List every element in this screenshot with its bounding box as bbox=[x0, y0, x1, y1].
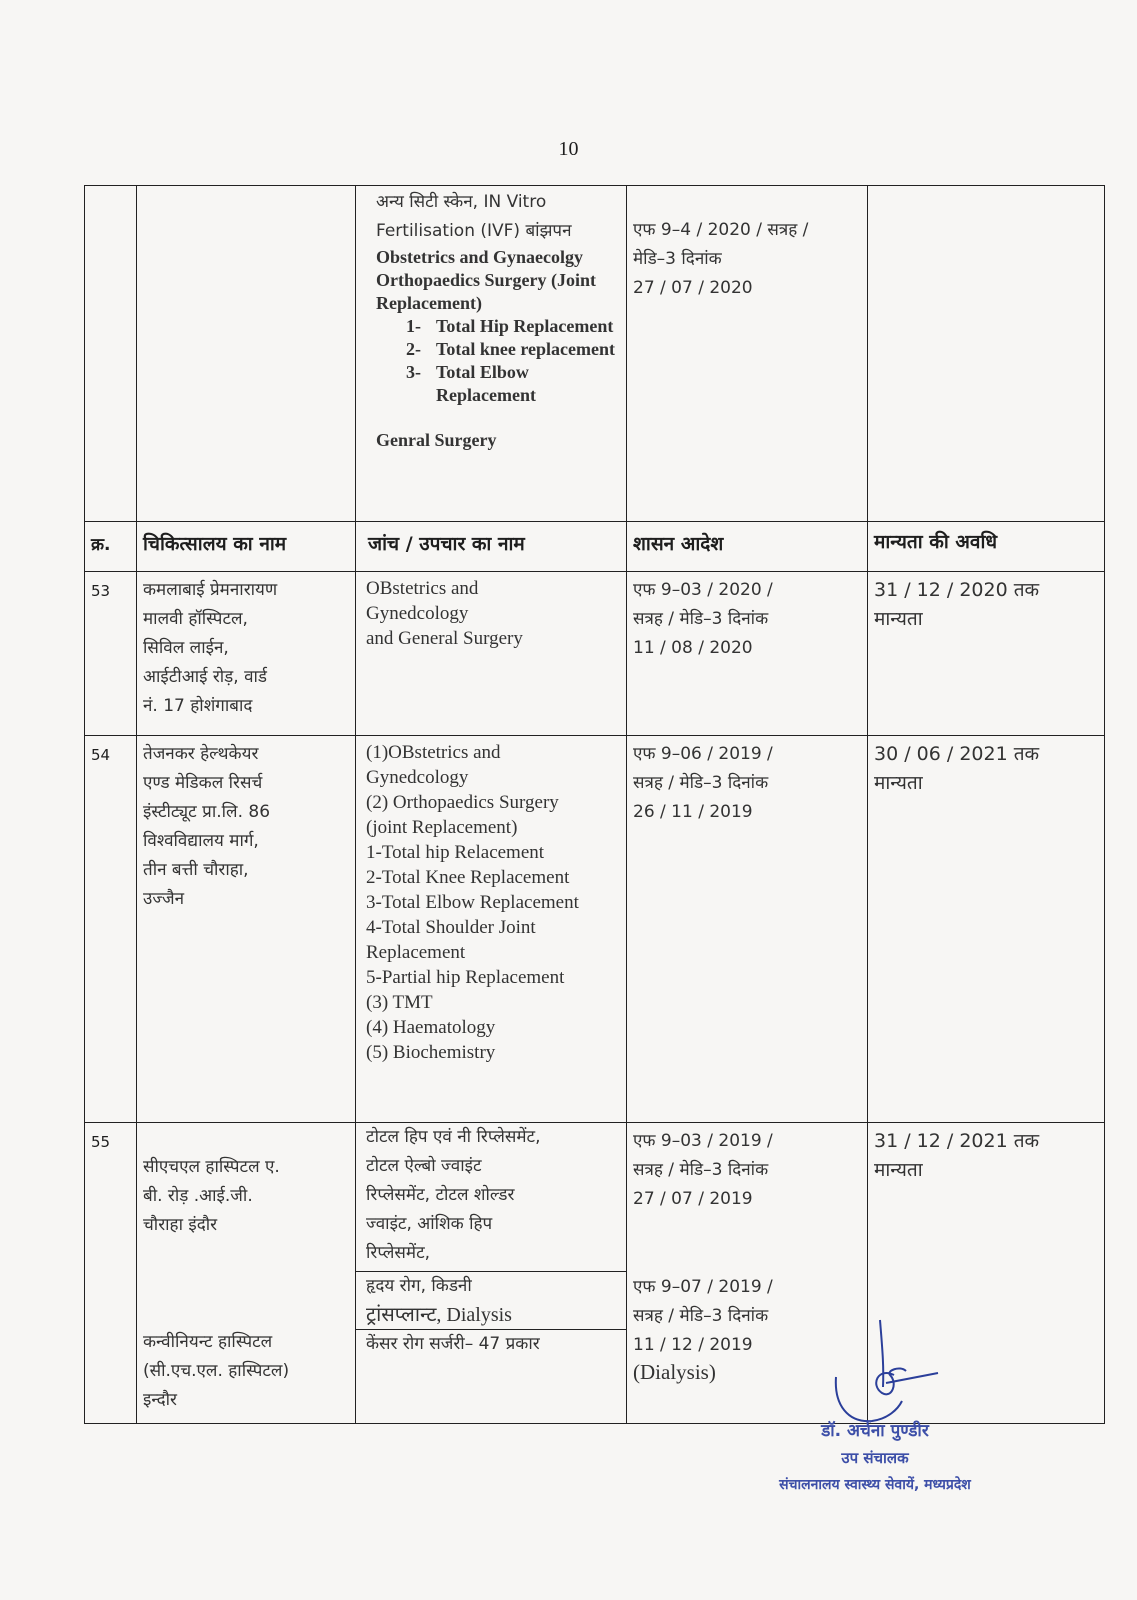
hospital-line: तेजनकर हेल्थकेयर bbox=[143, 744, 259, 764]
list-item: 3- Total Elbow Replacement bbox=[406, 362, 536, 405]
hospital-line: विश्वविद्यालय मार्ग, bbox=[143, 831, 259, 851]
header-validity: मान्यता की अवधि bbox=[867, 521, 1105, 571]
treatment-line: (joint Replacement) bbox=[366, 817, 518, 838]
hospital-line: इन्दौर bbox=[143, 1390, 177, 1410]
hospital-cell bbox=[136, 735, 355, 1122]
treatment-line: 3-Total Elbow Replacement bbox=[366, 892, 579, 913]
page-number: 10 bbox=[558, 138, 579, 160]
validity-cell bbox=[867, 185, 1105, 521]
order-line: सत्रह / मेडि–3 दिनांक bbox=[633, 773, 769, 793]
orthopaedics-label: Orthopaedics Surgery (Joint Replacement) bbox=[376, 270, 596, 313]
hospital-line: कन्वीनियन्ट हास्पिटल bbox=[143, 1332, 273, 1352]
treatment-line: 5-Partial hip Replacement bbox=[366, 967, 565, 988]
hospital-line: नं. 17 होशंगाबाद bbox=[143, 696, 253, 716]
hospital-cell bbox=[136, 1122, 355, 1423]
treatment-line: 4-Total Shoulder Joint bbox=[366, 917, 536, 938]
order-line: 27 / 07 / 2020 bbox=[633, 278, 753, 298]
header-serial: क्र. bbox=[84, 521, 136, 571]
serial-cell: 53 bbox=[84, 571, 136, 735]
hospital-line: तीन बत्ती चौराहा, bbox=[143, 860, 249, 880]
hospital-line: उज्जैन bbox=[143, 889, 185, 909]
order-line: सत्रह / मेडि–3 दिनांक bbox=[633, 1306, 769, 1326]
header-treatment: जांच / उपचार का नाम bbox=[355, 521, 626, 571]
serial-cell: 55 bbox=[84, 1122, 136, 1423]
table-row bbox=[84, 571, 1105, 735]
order-line: एफ 9–06 / 2019 / bbox=[633, 744, 773, 764]
treatment-line: रिप्लेसमेंट, टोटल शोल्डर bbox=[366, 1185, 515, 1205]
treatment-line: Replacement bbox=[366, 942, 466, 963]
treatment-subsection bbox=[356, 1329, 626, 1359]
hospital-line: इंस्टीट्यूट प्रा.लि. 86 bbox=[143, 802, 271, 822]
treatment-line: OBstetrics and bbox=[366, 578, 479, 599]
treatment-line: Gynedcology bbox=[366, 767, 469, 788]
treatment-cell bbox=[355, 571, 626, 735]
order-cell bbox=[626, 185, 867, 521]
treatment-line: 1-Total hip Relacement bbox=[366, 842, 545, 863]
signatory-office: संचालनालय स्वास्थ्य सेवायें, मध्यप्रदेश bbox=[779, 1477, 971, 1493]
treatment-cell bbox=[355, 185, 626, 521]
order-line: 27 / 07 / 2019 bbox=[633, 1189, 753, 1209]
treatment-line: (2) Orthopaedics Surgery bbox=[366, 792, 559, 813]
order-line: सत्रह / मेडि–3 दिनांक bbox=[633, 1160, 769, 1180]
treatment-line: (4) Haematology bbox=[366, 1017, 496, 1038]
continuation-row bbox=[84, 185, 1105, 521]
hospital-line: (सी.एच.एल. हास्पिटल) bbox=[143, 1361, 290, 1381]
hospital-cell bbox=[136, 571, 355, 735]
validity-line: 30 / 06 / 2021 तक bbox=[874, 743, 1040, 765]
order-line: 26 / 11 / 2019 bbox=[633, 802, 753, 822]
hospital-line: बी. रोड़ .आई.जी. bbox=[143, 1186, 253, 1206]
validity-cell bbox=[867, 571, 1105, 735]
treatment-subsection bbox=[356, 1271, 626, 1330]
signature-icon bbox=[828, 1305, 958, 1435]
treatment-line: (1)OBstetrics and bbox=[366, 742, 501, 763]
validity-line: मान्यता bbox=[874, 772, 923, 794]
general-surgery-label: Genral Surgery bbox=[376, 430, 497, 450]
treatment-line: हृदय रोग, किडनी bbox=[366, 1276, 472, 1296]
hospital-line: सिविल लाईन, bbox=[143, 638, 229, 658]
signature-block bbox=[770, 1418, 980, 1499]
signatory-title: उप संचालक bbox=[841, 1449, 909, 1467]
hospital-cell bbox=[136, 185, 355, 521]
validity-line: 31 / 12 / 2021 तक bbox=[874, 1130, 1040, 1152]
order-line: 11 / 12 / 2019 bbox=[633, 1335, 753, 1355]
header-hospital: चिकित्सालय का नाम bbox=[136, 521, 355, 571]
order-line: एफ 9–4 / 2020 / सत्रह / bbox=[633, 220, 809, 240]
treatment-cell bbox=[355, 735, 626, 1122]
treatment-line: केंसर रोग सर्जरी– 47 प्रकार bbox=[366, 1334, 540, 1354]
table-header bbox=[84, 521, 1105, 571]
treatment-line: 2-Total Knee Replacement bbox=[366, 867, 570, 888]
treatment-line: Fertilisation (IVF) बांझपन bbox=[376, 221, 572, 241]
validity-line: मान्यता bbox=[874, 1159, 923, 1181]
validity-line: 31 / 12 / 2020 तक bbox=[874, 579, 1040, 601]
order-cell bbox=[626, 735, 867, 1122]
signatory-name: डॉ. अर्चना पुण्डीर bbox=[821, 1421, 929, 1441]
treatment-line: ट्रांसप्लान्ट, Dialysis bbox=[366, 1304, 512, 1326]
treatment-line: रिप्लेसमेंट, bbox=[366, 1243, 431, 1263]
hospital-line: चौराहा इंदौर bbox=[143, 1215, 218, 1235]
order-line: मेडि–3 दिनांक bbox=[633, 249, 722, 269]
hospital-line: मालवी हॉस्पिटल, bbox=[143, 609, 248, 629]
order-line: एफ 9–07 / 2019 / bbox=[633, 1277, 773, 1297]
order-note: (Dialysis) bbox=[633, 1360, 716, 1384]
validity-cell bbox=[867, 735, 1105, 1122]
header-order: शासन आदेश bbox=[626, 521, 867, 571]
serial-cell: 54 bbox=[84, 735, 136, 1122]
treatment-line: टोटल ऐल्बो ज्वाइंट bbox=[366, 1156, 482, 1176]
hospital-line: सीएचएल हास्पिटल ए. bbox=[143, 1157, 280, 1177]
hospital-line: कमलाबाई प्रेमनारायण bbox=[143, 580, 278, 600]
validity-line: मान्यता bbox=[874, 608, 923, 630]
order-line: एफ 9–03 / 2019 / bbox=[633, 1131, 773, 1151]
treatment-line: अन्य सिटी स्केन, IN Vitro bbox=[376, 192, 547, 212]
table-row bbox=[84, 735, 1105, 1122]
serial-cell bbox=[84, 185, 136, 521]
treatment-line: (3) TMT bbox=[366, 992, 433, 1013]
list-item: 1- Total Hip Replacement bbox=[406, 316, 614, 336]
hospital-line: आईटीआई रोड़, वार्ड bbox=[143, 667, 268, 687]
order-line: सत्रह / मेडि–3 दिनांक bbox=[633, 609, 769, 629]
order-line: 11 / 08 / 2020 bbox=[633, 638, 753, 658]
treatment-cell bbox=[355, 1122, 626, 1423]
treatment-line: ज्वाइंट, आंशिक हिप bbox=[366, 1214, 493, 1234]
list-item: 2- Total knee replacement bbox=[406, 339, 615, 359]
treatment-line: टोटल हिप एवं नी रिप्लेसमेंट, bbox=[366, 1127, 541, 1147]
obstetrics-label: Obstetrics and Gynaecolgy bbox=[376, 247, 583, 267]
hospital-line: एण्ड मेडिकल रिसर्च bbox=[143, 773, 263, 793]
treatment-line: (5) Biochemistry bbox=[366, 1042, 496, 1063]
treatment-line: Gynedcology bbox=[366, 603, 469, 624]
treatment-line: and General Surgery bbox=[366, 628, 523, 649]
order-cell bbox=[626, 571, 867, 735]
procedure-list bbox=[376, 315, 620, 407]
order-line: एफ 9–03 / 2020 / bbox=[633, 580, 773, 600]
